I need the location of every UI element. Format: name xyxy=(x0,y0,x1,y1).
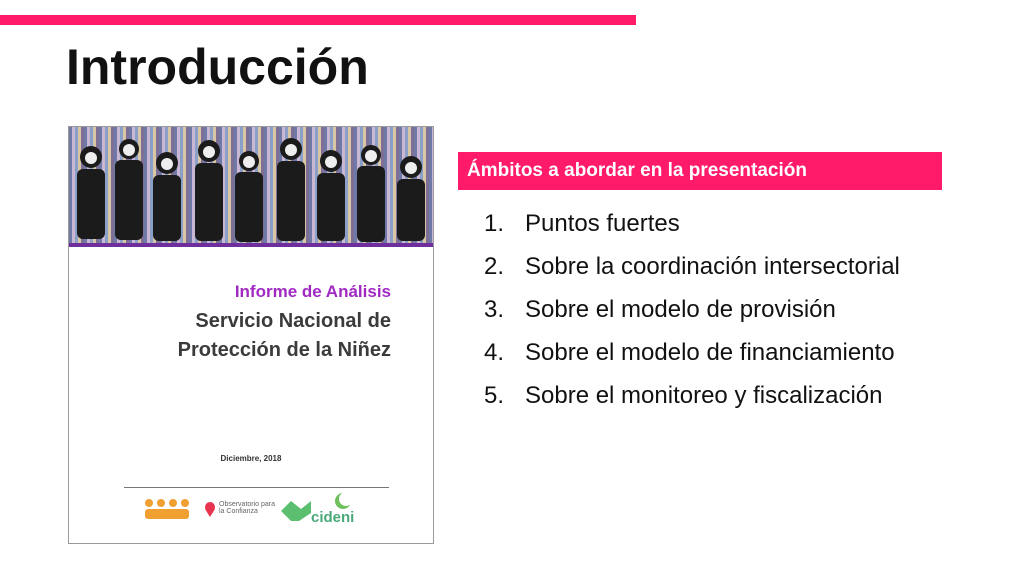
list-item xyxy=(484,288,900,331)
community-logo-icon xyxy=(141,495,191,529)
cideni-logo-text: cideni xyxy=(311,509,355,526)
list-item xyxy=(484,202,900,245)
hands-logo-icon xyxy=(279,499,313,521)
location-pin-icon xyxy=(203,501,217,517)
list-item-text: Sobre el monitoreo y fiscalización xyxy=(525,382,883,409)
cover-title-line-2: Protección de la Niñez xyxy=(177,339,391,361)
list-item-number: 1. xyxy=(484,210,505,237)
list-item-text: Sobre el modelo de financiamiento xyxy=(525,339,895,366)
list-item xyxy=(484,245,900,288)
list-item xyxy=(484,331,900,374)
list-item xyxy=(484,374,900,417)
partner-logos xyxy=(141,491,371,531)
list-item-number: 3. xyxy=(484,296,505,323)
section-heading: Ámbitos a abordar en la presentación xyxy=(458,152,942,190)
observatorio-logo-text: Observatorio para la Confianza xyxy=(219,501,276,515)
list-item-text: Sobre el modelo de provisión xyxy=(525,296,836,323)
topic-list xyxy=(484,202,900,417)
mural-figures-icon xyxy=(69,127,433,243)
list-item-number: 4. xyxy=(484,339,505,366)
cover-divider xyxy=(69,243,433,247)
list-item-text: Puntos fuertes xyxy=(525,210,680,237)
list-item-text: Sobre la coordinación intersectorial xyxy=(525,253,900,280)
cover-title xyxy=(91,307,391,365)
slide-title: Introducción xyxy=(66,39,369,95)
cover-footer-rule xyxy=(124,487,389,488)
cover-title-line-1: Servicio Nacional de xyxy=(195,310,391,332)
accent-bar xyxy=(0,15,636,25)
cover-date: Diciembre, 2018 xyxy=(220,454,282,463)
list-item-number: 2. xyxy=(484,253,505,280)
cover-photo xyxy=(69,127,433,243)
crescent-logo-icon xyxy=(333,491,353,511)
report-cover-image xyxy=(68,126,434,544)
list-item-number: 5. xyxy=(484,382,505,409)
cover-subtitle: Informe de Análisis xyxy=(234,282,391,301)
